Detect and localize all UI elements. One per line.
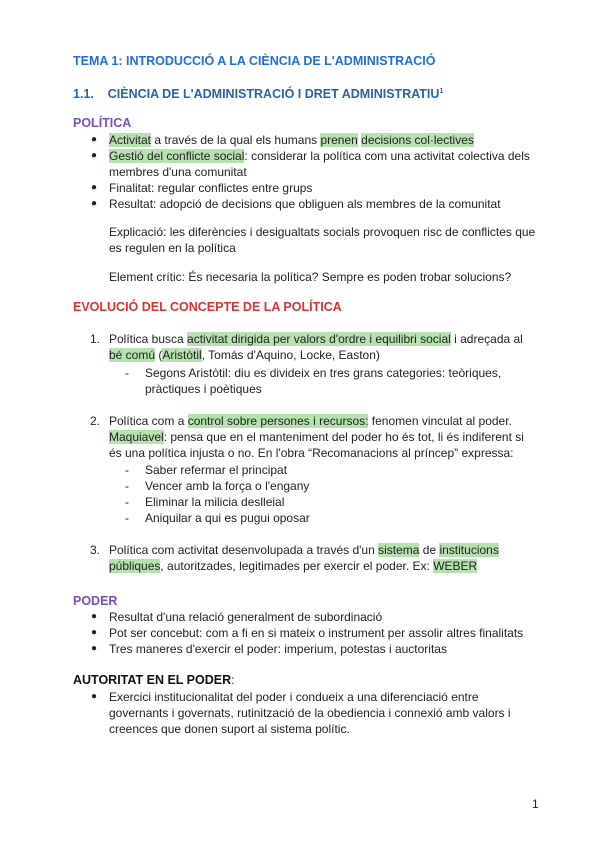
text: creences que donen suport al sistema polític. bbox=[109, 722, 350, 736]
sub-list bbox=[125, 462, 310, 526]
sub-item bbox=[125, 494, 310, 510]
list-item bbox=[91, 132, 539, 148]
sub-item bbox=[125, 365, 502, 397]
dash-icon: - bbox=[125, 463, 129, 477]
dash-icon: - bbox=[125, 511, 129, 525]
list-item bbox=[91, 148, 539, 180]
text: Vencer amb la força o l'engany bbox=[145, 479, 310, 493]
bullet-icon: ● bbox=[91, 134, 98, 145]
document-title: TEMA 1: INTRODUCCIÓ A LA CIÈNCIA DE L'ADMINISTRACIÓ bbox=[73, 54, 436, 68]
item-number: 3. bbox=[90, 543, 101, 557]
politica-heading: POLÍTICA bbox=[73, 116, 132, 130]
explicacio-paragraph bbox=[109, 224, 535, 256]
sub-item bbox=[125, 462, 310, 478]
text: : pensa que en el manteniment del poder ho és tot, li és indiferent si bbox=[163, 430, 524, 444]
text: , autoritzades, legitimades per exercir el poder. Ex: bbox=[160, 559, 434, 573]
evolucio-heading: EVOLUCIÓ DEL CONCEPTE DE LA POLÍTICA bbox=[73, 300, 342, 314]
text: Saber refermar el principat bbox=[145, 463, 288, 477]
bullet-icon: ● bbox=[91, 643, 98, 654]
numbered-item-1 bbox=[90, 331, 539, 363]
text: membres d'una comunitat bbox=[109, 165, 247, 179]
bullet-icon: ● bbox=[91, 627, 98, 638]
list-item bbox=[91, 625, 549, 641]
list-item bbox=[91, 609, 549, 625]
highlight: decisions col·lectives bbox=[361, 133, 474, 147]
section-title: CIÈNCIA DE L'ADMINISTRACIÓ I DRET ADMINISTRATIU bbox=[107, 87, 440, 101]
list-item bbox=[91, 196, 539, 212]
footnote-marker: 1 bbox=[439, 87, 444, 95]
highlight: activitat dirigida per valors d'ordre i equilibri social bbox=[187, 332, 451, 346]
text: , Tomás d'Aquino, Locke, Easton) bbox=[201, 348, 380, 362]
highlight: bé comú bbox=[109, 348, 156, 362]
text: fenomen vinculat al poder. bbox=[368, 414, 512, 428]
highlight: públiques bbox=[109, 559, 161, 573]
text: Política com a bbox=[109, 414, 188, 428]
text: Política busca bbox=[109, 332, 188, 346]
text: Resultat: adopció de decisions que obliguen als membres de la comunitat bbox=[109, 197, 501, 211]
dash-icon: - bbox=[125, 479, 129, 493]
text: a través de la qual els humans bbox=[151, 133, 321, 147]
list-item bbox=[91, 180, 539, 196]
text: Aniquilar a qui es pugui oposar bbox=[145, 511, 310, 525]
sub-item bbox=[125, 510, 310, 526]
text: i adreçada al bbox=[450, 332, 523, 346]
list-item bbox=[91, 641, 549, 657]
section-heading bbox=[73, 86, 443, 102]
highlight: Activitat bbox=[109, 133, 152, 147]
element-critic: Element crític: És necesaria la política? Sempre es poden trobar solucions? bbox=[109, 270, 512, 284]
highlight: institucions bbox=[439, 543, 499, 557]
text: Finalitat: regular conflictes entre grups bbox=[109, 181, 313, 195]
bullet-icon: ● bbox=[91, 150, 98, 161]
text: Pot ser concebut: com a fi en si mateix o instrument per assolir altres finalitats bbox=[109, 626, 524, 640]
autoritat-list bbox=[91, 689, 539, 737]
bullet-icon: ● bbox=[91, 691, 98, 702]
autoritat-heading bbox=[73, 672, 234, 688]
text: Política com activitat desenvolupada a través d'un bbox=[109, 543, 379, 557]
highlight: control sobre persones i recursos: bbox=[187, 414, 369, 428]
politica-list bbox=[91, 132, 539, 212]
text: Resultat d'una relació generalment de subordinació bbox=[109, 610, 383, 624]
poder-heading: PODER bbox=[73, 594, 118, 608]
text: de bbox=[419, 543, 440, 557]
bullet-icon: ● bbox=[91, 182, 98, 193]
highlight: Maquiavel bbox=[109, 430, 164, 444]
text: Segons Aristòtil: diu es divideix en tres grans categories: teòriques, bbox=[145, 366, 502, 380]
section-number: 1.1. bbox=[73, 87, 94, 101]
text: es regulen en la política bbox=[109, 241, 236, 255]
text: pràctiques i poètiques bbox=[145, 382, 262, 396]
text: Exercici institucionalitat del poder i condueix a una diferenciació entre bbox=[109, 690, 479, 704]
highlight: WEBER bbox=[433, 559, 478, 573]
list-item bbox=[91, 689, 539, 737]
poder-list bbox=[91, 609, 549, 657]
text: : considerar la política com una activitat colectiva dels bbox=[244, 149, 530, 163]
numbered-item-3 bbox=[90, 542, 549, 574]
numbered-item-2 bbox=[90, 413, 549, 461]
text: Tres maneres d'exercir el poder: imperium, potestas i auctoritas bbox=[109, 642, 447, 656]
text: Eliminar la milicia deslleial bbox=[145, 495, 285, 509]
heading-text: AUTORITAT EN EL PODER bbox=[73, 673, 232, 687]
text: ( bbox=[155, 348, 163, 362]
heading-colon: : bbox=[231, 673, 235, 687]
sub-item bbox=[125, 478, 310, 494]
item-number: 2. bbox=[90, 414, 101, 428]
text: Explicació: les diferències i desigualtats socials provoquen risc de conflictes que bbox=[109, 225, 536, 239]
dash-icon: - bbox=[125, 366, 129, 380]
page-number: 1 bbox=[532, 797, 539, 811]
item-number: 1. bbox=[90, 332, 101, 346]
text: governants i governats, rutinització de la obediencia i connexió amb valors i bbox=[109, 706, 511, 720]
highlight: Gestió del conflicte social bbox=[109, 149, 245, 163]
bullet-icon: ● bbox=[91, 611, 98, 622]
bullet-icon: ● bbox=[91, 198, 98, 209]
highlight: prenen bbox=[320, 133, 358, 147]
highlight: sistema bbox=[378, 543, 420, 557]
dash-icon: - bbox=[125, 495, 129, 509]
text: és una política injusta o no. En l'obra “Recomanacions al príncep” expressa: bbox=[109, 446, 514, 460]
highlight: Aristòtil bbox=[162, 348, 202, 362]
